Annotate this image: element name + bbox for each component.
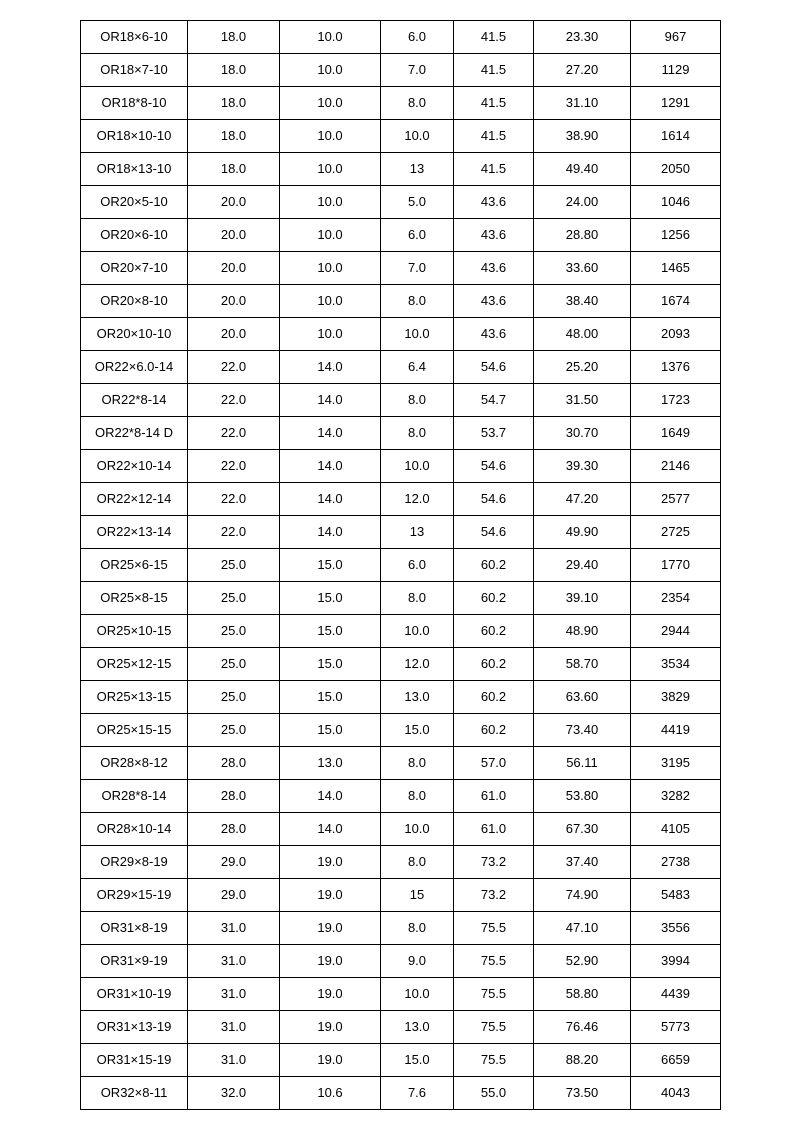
value-cell-2: 19.0: [280, 1011, 381, 1044]
value-cell-5: 49.90: [534, 516, 631, 549]
value-cell-4: 54.6: [454, 450, 534, 483]
value-cell-5: 67.30: [534, 813, 631, 846]
value-cell-2: 19.0: [280, 879, 381, 912]
value-cell-4: 43.6: [454, 186, 534, 219]
model-cell: OR18×10-10: [81, 120, 188, 153]
value-cell-2: 10.0: [280, 153, 381, 186]
value-cell-4: 55.0: [454, 1077, 534, 1110]
value-cell-6: 1291: [631, 87, 721, 120]
value-cell-2: 10.0: [280, 318, 381, 351]
model-cell: OR20×6-10: [81, 219, 188, 252]
table-row: [81, 483, 721, 516]
model-cell: OR32×8-11: [81, 1077, 188, 1110]
value-cell-4: 75.5: [454, 945, 534, 978]
value-cell-1: 20.0: [188, 285, 280, 318]
table-row: [81, 945, 721, 978]
table-row: [81, 219, 721, 252]
table-row: [81, 1077, 721, 1110]
value-cell-2: 15.0: [280, 549, 381, 582]
value-cell-1: 22.0: [188, 351, 280, 384]
value-cell-6: 4439: [631, 978, 721, 1011]
value-cell-3: 8.0: [381, 780, 454, 813]
value-cell-6: 4419: [631, 714, 721, 747]
value-cell-2: 10.0: [280, 54, 381, 87]
value-cell-1: 20.0: [188, 186, 280, 219]
value-cell-5: 24.00: [534, 186, 631, 219]
value-cell-3: 6.0: [381, 549, 454, 582]
value-cell-6: 1465: [631, 252, 721, 285]
model-cell: OR22×10-14: [81, 450, 188, 483]
value-cell-3: 9.0: [381, 945, 454, 978]
value-cell-5: 76.46: [534, 1011, 631, 1044]
model-cell: OR18×7-10: [81, 54, 188, 87]
table-row: [81, 813, 721, 846]
table-row: [81, 1044, 721, 1077]
value-cell-6: 1129: [631, 54, 721, 87]
model-cell: OR22*8-14: [81, 384, 188, 417]
value-cell-4: 54.6: [454, 483, 534, 516]
value-cell-4: 54.6: [454, 516, 534, 549]
value-cell-3: 7.6: [381, 1077, 454, 1110]
model-cell: OR20×5-10: [81, 186, 188, 219]
model-cell: OR29×8-19: [81, 846, 188, 879]
value-cell-1: 28.0: [188, 813, 280, 846]
value-cell-5: 25.20: [534, 351, 631, 384]
value-cell-3: 10.0: [381, 318, 454, 351]
value-cell-4: 41.5: [454, 54, 534, 87]
spec-table-body: [81, 21, 721, 1110]
value-cell-4: 75.5: [454, 912, 534, 945]
model-cell: OR25×10-15: [81, 615, 188, 648]
value-cell-6: 3195: [631, 747, 721, 780]
value-cell-5: 31.10: [534, 87, 631, 120]
value-cell-1: 18.0: [188, 153, 280, 186]
value-cell-2: 10.0: [280, 21, 381, 54]
value-cell-3: 13: [381, 516, 454, 549]
table-row: [81, 252, 721, 285]
table-row: [81, 648, 721, 681]
value-cell-4: 60.2: [454, 549, 534, 582]
value-cell-1: 20.0: [188, 318, 280, 351]
value-cell-2: 15.0: [280, 615, 381, 648]
value-cell-1: 31.0: [188, 1044, 280, 1077]
value-cell-3: 8.0: [381, 912, 454, 945]
value-cell-1: 18.0: [188, 120, 280, 153]
value-cell-5: 30.70: [534, 417, 631, 450]
value-cell-1: 20.0: [188, 219, 280, 252]
value-cell-5: 39.30: [534, 450, 631, 483]
spec-table: [80, 20, 721, 1110]
value-cell-1: 22.0: [188, 384, 280, 417]
value-cell-6: 4043: [631, 1077, 721, 1110]
value-cell-2: 10.0: [280, 285, 381, 318]
value-cell-5: 48.90: [534, 615, 631, 648]
value-cell-6: 1376: [631, 351, 721, 384]
value-cell-4: 75.5: [454, 978, 534, 1011]
model-cell: OR31×15-19: [81, 1044, 188, 1077]
value-cell-5: 49.40: [534, 153, 631, 186]
value-cell-5: 58.70: [534, 648, 631, 681]
table-row: [81, 351, 721, 384]
value-cell-2: 10.0: [280, 186, 381, 219]
value-cell-2: 10.0: [280, 120, 381, 153]
table-row: [81, 846, 721, 879]
value-cell-5: 29.40: [534, 549, 631, 582]
value-cell-1: 31.0: [188, 912, 280, 945]
table-row: [81, 450, 721, 483]
value-cell-6: 5773: [631, 1011, 721, 1044]
value-cell-6: 967: [631, 21, 721, 54]
value-cell-5: 74.90: [534, 879, 631, 912]
table-row: [81, 747, 721, 780]
value-cell-2: 14.0: [280, 450, 381, 483]
value-cell-1: 18.0: [188, 21, 280, 54]
value-cell-1: 18.0: [188, 87, 280, 120]
value-cell-3: 8.0: [381, 285, 454, 318]
model-cell: OR20×10-10: [81, 318, 188, 351]
table-row: [81, 582, 721, 615]
value-cell-5: 27.20: [534, 54, 631, 87]
value-cell-3: 13: [381, 153, 454, 186]
value-cell-4: 43.6: [454, 285, 534, 318]
model-cell: OR22×12-14: [81, 483, 188, 516]
value-cell-4: 43.6: [454, 318, 534, 351]
model-cell: OR31×10-19: [81, 978, 188, 1011]
value-cell-4: 41.5: [454, 87, 534, 120]
value-cell-3: 10.0: [381, 978, 454, 1011]
table-row: [81, 153, 721, 186]
value-cell-5: 53.80: [534, 780, 631, 813]
value-cell-4: 61.0: [454, 813, 534, 846]
value-cell-5: 73.50: [534, 1077, 631, 1110]
value-cell-5: 52.90: [534, 945, 631, 978]
value-cell-1: 31.0: [188, 945, 280, 978]
value-cell-4: 53.7: [454, 417, 534, 450]
value-cell-5: 38.40: [534, 285, 631, 318]
value-cell-6: 3282: [631, 780, 721, 813]
value-cell-1: 29.0: [188, 879, 280, 912]
value-cell-1: 25.0: [188, 582, 280, 615]
value-cell-2: 10.0: [280, 87, 381, 120]
value-cell-1: 25.0: [188, 714, 280, 747]
value-cell-1: 28.0: [188, 780, 280, 813]
model-cell: OR20×8-10: [81, 285, 188, 318]
value-cell-3: 8.0: [381, 87, 454, 120]
value-cell-5: 37.40: [534, 846, 631, 879]
model-cell: OR22*8-14 D: [81, 417, 188, 450]
value-cell-3: 15.0: [381, 1044, 454, 1077]
table-row: [81, 54, 721, 87]
value-cell-6: 1649: [631, 417, 721, 450]
model-cell: OR22×13-14: [81, 516, 188, 549]
value-cell-6: 1770: [631, 549, 721, 582]
value-cell-4: 73.2: [454, 879, 534, 912]
value-cell-5: 48.00: [534, 318, 631, 351]
value-cell-1: 31.0: [188, 978, 280, 1011]
value-cell-4: 73.2: [454, 846, 534, 879]
value-cell-3: 10.0: [381, 120, 454, 153]
value-cell-2: 19.0: [280, 978, 381, 1011]
value-cell-5: 56.11: [534, 747, 631, 780]
value-cell-3: 8.0: [381, 747, 454, 780]
value-cell-1: 32.0: [188, 1077, 280, 1110]
table-row: [81, 615, 721, 648]
value-cell-5: 47.10: [534, 912, 631, 945]
value-cell-1: 22.0: [188, 516, 280, 549]
value-cell-3: 6.4: [381, 351, 454, 384]
value-cell-1: 25.0: [188, 615, 280, 648]
table-row: [81, 549, 721, 582]
table-row: [81, 285, 721, 318]
value-cell-2: 19.0: [280, 945, 381, 978]
model-cell: OR25×6-15: [81, 549, 188, 582]
value-cell-4: 43.6: [454, 219, 534, 252]
value-cell-5: 73.40: [534, 714, 631, 747]
table-row: [81, 780, 721, 813]
table-row: [81, 714, 721, 747]
value-cell-6: 1614: [631, 120, 721, 153]
value-cell-5: 23.30: [534, 21, 631, 54]
value-cell-4: 41.5: [454, 21, 534, 54]
model-cell: OR18×13-10: [81, 153, 188, 186]
value-cell-2: 14.0: [280, 516, 381, 549]
value-cell-3: 7.0: [381, 252, 454, 285]
table-row: [81, 978, 721, 1011]
value-cell-5: 58.80: [534, 978, 631, 1011]
value-cell-2: 15.0: [280, 582, 381, 615]
value-cell-2: 13.0: [280, 747, 381, 780]
table-row: [81, 120, 721, 153]
model-cell: OR25×13-15: [81, 681, 188, 714]
value-cell-3: 12.0: [381, 483, 454, 516]
model-cell: OR31×13-19: [81, 1011, 188, 1044]
table-row: [81, 87, 721, 120]
value-cell-4: 60.2: [454, 648, 534, 681]
value-cell-1: 31.0: [188, 1011, 280, 1044]
value-cell-5: 39.10: [534, 582, 631, 615]
value-cell-4: 41.5: [454, 153, 534, 186]
value-cell-6: 1723: [631, 384, 721, 417]
value-cell-2: 10.0: [280, 219, 381, 252]
value-cell-6: 2354: [631, 582, 721, 615]
value-cell-2: 19.0: [280, 846, 381, 879]
value-cell-6: 3829: [631, 681, 721, 714]
value-cell-2: 10.6: [280, 1077, 381, 1110]
value-cell-3: 15: [381, 879, 454, 912]
value-cell-1: 28.0: [188, 747, 280, 780]
value-cell-3: 7.0: [381, 54, 454, 87]
value-cell-4: 54.6: [454, 351, 534, 384]
value-cell-3: 10.0: [381, 615, 454, 648]
value-cell-5: 33.60: [534, 252, 631, 285]
table-row: [81, 21, 721, 54]
value-cell-1: 25.0: [188, 648, 280, 681]
value-cell-3: 13.0: [381, 681, 454, 714]
value-cell-6: 1674: [631, 285, 721, 318]
value-cell-4: 75.5: [454, 1011, 534, 1044]
value-cell-2: 19.0: [280, 1044, 381, 1077]
value-cell-3: 5.0: [381, 186, 454, 219]
model-cell: OR28*8-14: [81, 780, 188, 813]
value-cell-6: 3556: [631, 912, 721, 945]
value-cell-5: 88.20: [534, 1044, 631, 1077]
value-cell-3: 8.0: [381, 846, 454, 879]
value-cell-6: 1256: [631, 219, 721, 252]
value-cell-1: 20.0: [188, 252, 280, 285]
value-cell-5: 38.90: [534, 120, 631, 153]
value-cell-1: 25.0: [188, 681, 280, 714]
value-cell-6: 2738: [631, 846, 721, 879]
model-cell: OR31×8-19: [81, 912, 188, 945]
value-cell-1: 25.0: [188, 549, 280, 582]
model-cell: OR29×15-19: [81, 879, 188, 912]
value-cell-3: 8.0: [381, 417, 454, 450]
value-cell-6: 4105: [631, 813, 721, 846]
model-cell: OR22×6.0-14: [81, 351, 188, 384]
value-cell-5: 47.20: [534, 483, 631, 516]
value-cell-3: 10.0: [381, 813, 454, 846]
value-cell-4: 75.5: [454, 1044, 534, 1077]
value-cell-3: 6.0: [381, 219, 454, 252]
table-row: [81, 1011, 721, 1044]
table-row: [81, 186, 721, 219]
table-row: [81, 318, 721, 351]
value-cell-1: 22.0: [188, 417, 280, 450]
value-cell-2: 14.0: [280, 351, 381, 384]
value-cell-1: 18.0: [188, 54, 280, 87]
value-cell-4: 60.2: [454, 615, 534, 648]
model-cell: OR18×6-10: [81, 21, 188, 54]
value-cell-3: 13.0: [381, 1011, 454, 1044]
value-cell-3: 12.0: [381, 648, 454, 681]
value-cell-2: 19.0: [280, 912, 381, 945]
value-cell-3: 8.0: [381, 384, 454, 417]
value-cell-4: 43.6: [454, 252, 534, 285]
value-cell-6: 1046: [631, 186, 721, 219]
value-cell-2: 15.0: [280, 681, 381, 714]
value-cell-5: 31.50: [534, 384, 631, 417]
value-cell-4: 60.2: [454, 681, 534, 714]
value-cell-2: 14.0: [280, 780, 381, 813]
table-row: [81, 912, 721, 945]
value-cell-2: 14.0: [280, 483, 381, 516]
value-cell-4: 60.2: [454, 582, 534, 615]
value-cell-1: 29.0: [188, 846, 280, 879]
value-cell-6: 3994: [631, 945, 721, 978]
value-cell-6: 6659: [631, 1044, 721, 1077]
value-cell-1: 22.0: [188, 483, 280, 516]
value-cell-6: 2944: [631, 615, 721, 648]
value-cell-4: 60.2: [454, 714, 534, 747]
value-cell-5: 63.60: [534, 681, 631, 714]
value-cell-6: 2577: [631, 483, 721, 516]
value-cell-4: 57.0: [454, 747, 534, 780]
value-cell-4: 61.0: [454, 780, 534, 813]
model-cell: OR20×7-10: [81, 252, 188, 285]
value-cell-6: 2146: [631, 450, 721, 483]
value-cell-2: 10.0: [280, 252, 381, 285]
value-cell-4: 41.5: [454, 120, 534, 153]
value-cell-4: 54.7: [454, 384, 534, 417]
table-row: [81, 516, 721, 549]
value-cell-6: 3534: [631, 648, 721, 681]
value-cell-2: 14.0: [280, 813, 381, 846]
model-cell: OR18*8-10: [81, 87, 188, 120]
value-cell-2: 15.0: [280, 714, 381, 747]
value-cell-2: 14.0: [280, 384, 381, 417]
model-cell: OR31×9-19: [81, 945, 188, 978]
table-row: [81, 417, 721, 450]
value-cell-6: 2050: [631, 153, 721, 186]
value-cell-2: 15.0: [280, 648, 381, 681]
table-row: [81, 681, 721, 714]
value-cell-2: 14.0: [280, 417, 381, 450]
model-cell: OR25×12-15: [81, 648, 188, 681]
value-cell-3: 15.0: [381, 714, 454, 747]
value-cell-6: 2093: [631, 318, 721, 351]
value-cell-1: 22.0: [188, 450, 280, 483]
model-cell: OR28×8-12: [81, 747, 188, 780]
value-cell-3: 8.0: [381, 582, 454, 615]
table-row: [81, 879, 721, 912]
model-cell: OR28×10-14: [81, 813, 188, 846]
value-cell-5: 28.80: [534, 219, 631, 252]
value-cell-3: 10.0: [381, 450, 454, 483]
value-cell-3: 6.0: [381, 21, 454, 54]
model-cell: OR25×8-15: [81, 582, 188, 615]
value-cell-6: 5483: [631, 879, 721, 912]
value-cell-6: 2725: [631, 516, 721, 549]
table-row: [81, 384, 721, 417]
model-cell: OR25×15-15: [81, 714, 188, 747]
